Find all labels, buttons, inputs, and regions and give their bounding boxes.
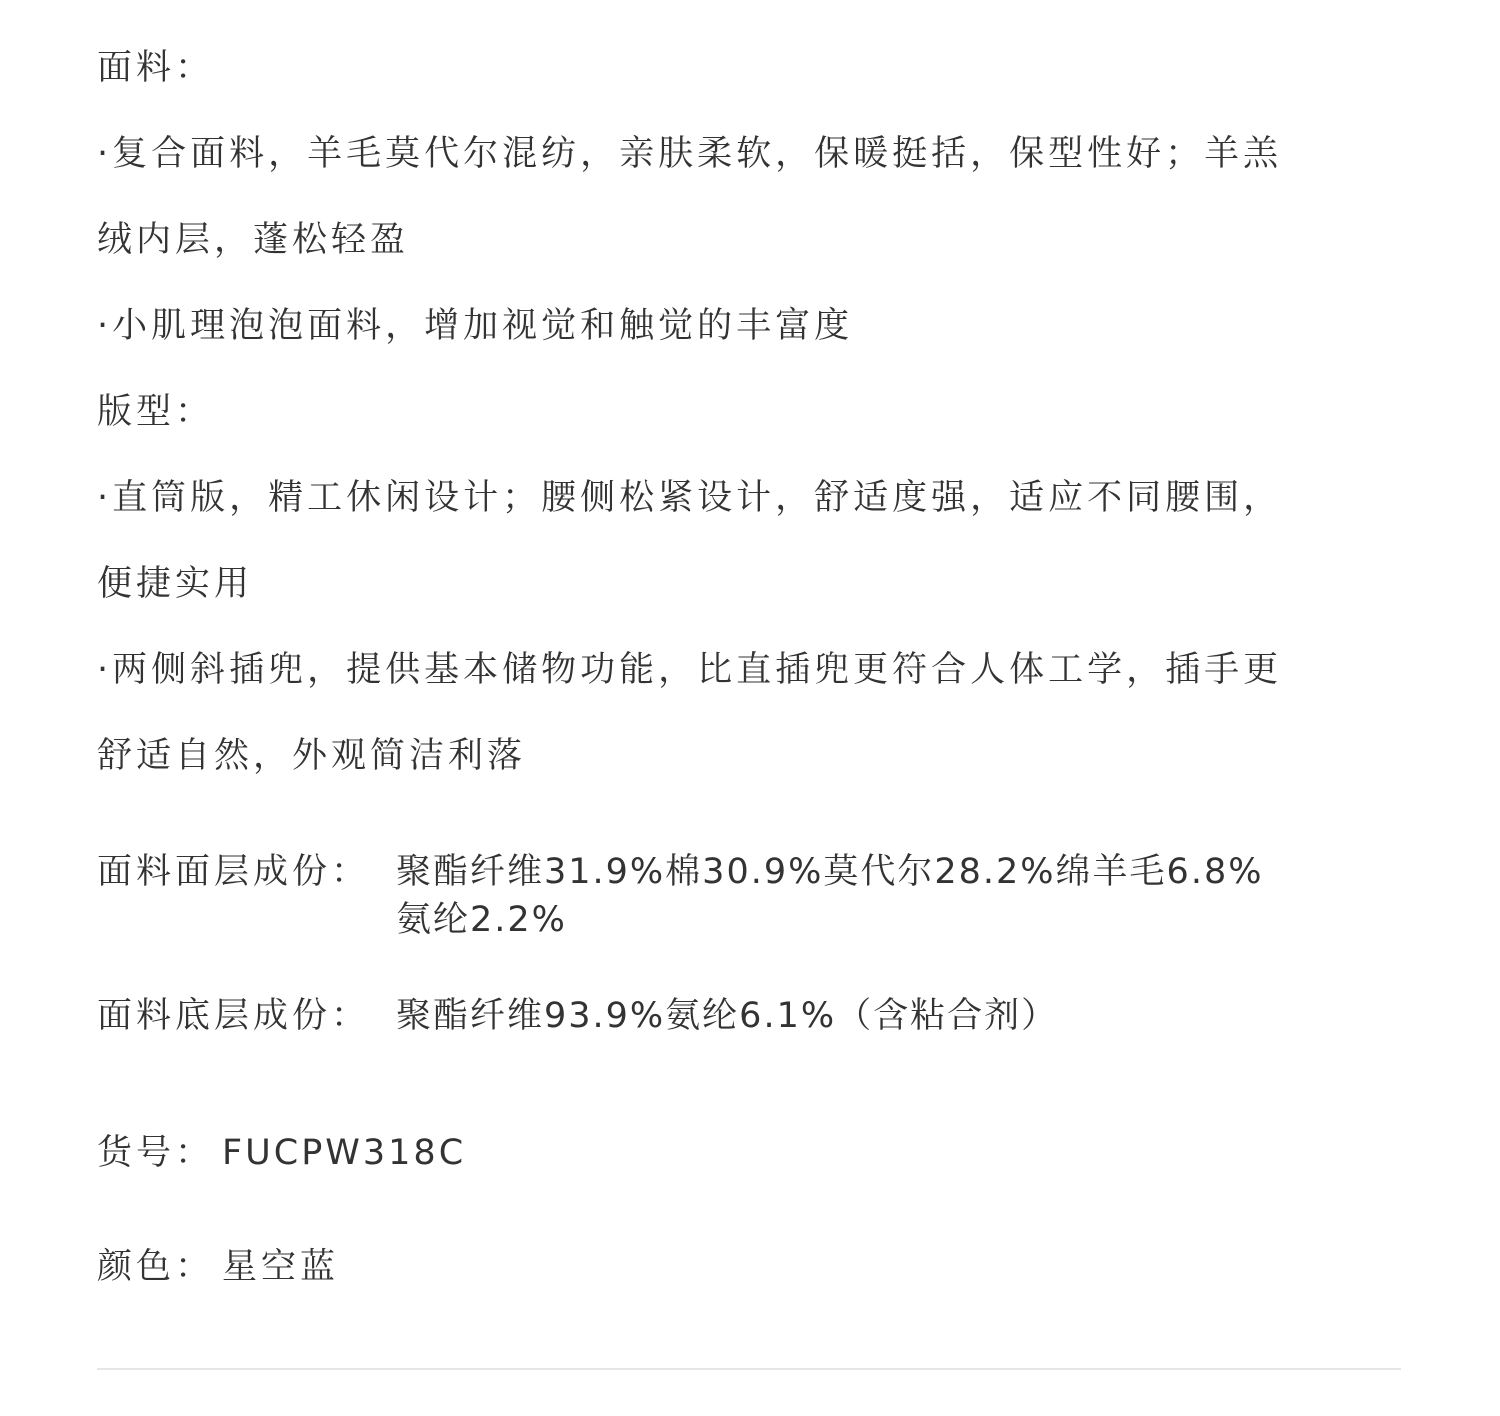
fit-bullet-2-line-1: ·两侧斜插兜，提供基本储物功能，比直插兜更符合人体工学，插手更	[97, 650, 1283, 690]
sku-label: 货号：	[97, 1133, 215, 1173]
fabric-bullet-1-line-2: 绒内层，蓬松轻盈	[97, 220, 410, 260]
bottom-divider	[97, 1368, 1401, 1370]
fabric-heading: 面料：	[97, 48, 215, 88]
sku-value: FUCPW318C	[222, 1133, 467, 1173]
fit-bullet-1-line-1: ·直筒版，精工休闲设计；腰侧松紧设计，舒适度强，适应不同腰围，	[97, 478, 1283, 518]
color-value: 星空蓝	[222, 1247, 340, 1287]
fabric-bullet-1-line-1: ·复合面料，羊毛莫代尔混纺，亲肤柔软，保暖挺括，保型性好；羊羔	[97, 134, 1283, 174]
fit-heading: 版型：	[97, 392, 215, 432]
outer-composition-value-line-2: 氨纶2.2%	[396, 900, 567, 940]
fit-bullet-2-line-2: 舒适自然，外观简洁利落	[97, 736, 527, 776]
inner-composition-value: 聚酯纤维93.9%氨纶6.1%（含粘合剂）	[396, 996, 1059, 1036]
color-label: 颜色：	[97, 1247, 215, 1287]
outer-composition-value-line-1: 聚酯纤维31.9%棉30.9%莫代尔28.2%绵羊毛6.8%	[396, 852, 1264, 892]
inner-composition-label: 面料底层成份：	[97, 996, 371, 1036]
outer-composition-label: 面料面层成份：	[97, 852, 371, 892]
fit-bullet-1-line-2: 便捷实用	[97, 564, 254, 604]
fabric-bullet-2: ·小肌理泡泡面料，增加视觉和触觉的丰富度	[97, 306, 854, 346]
